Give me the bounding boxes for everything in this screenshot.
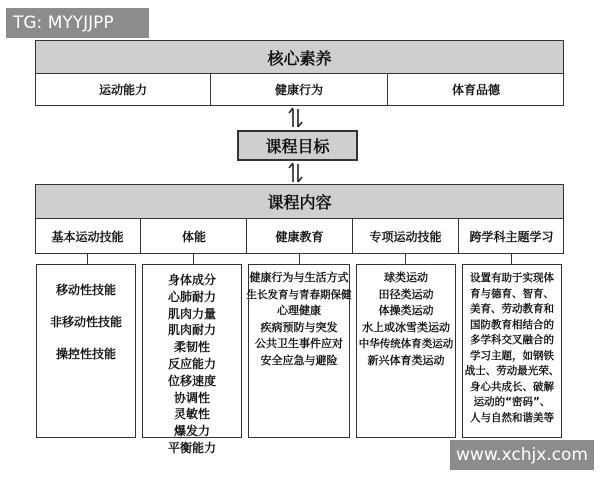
list-item: 爆发力 — [173, 424, 210, 439]
core-item-sport-morality — [388, 73, 564, 106]
list-item: 中华传统体育类运动 — [358, 338, 454, 350]
list-item: 健康行为与生活方式 — [249, 271, 349, 284]
course-content-title: 课程内容 — [267, 193, 332, 212]
core-literacy-title: 核心素养 — [267, 48, 332, 68]
connector-line — [87, 254, 88, 264]
special-sports-skills-list — [356, 264, 456, 438]
connector-line — [405, 254, 406, 264]
list-item: 国防教育相结合的 — [470, 318, 554, 331]
list-item: 球类运动 — [384, 271, 428, 284]
category-label: 跨学科主题学习 — [469, 229, 554, 244]
health-education-list — [248, 264, 350, 438]
core-item-label: 运动能力 — [98, 83, 147, 97]
list-item: 运动的“密码”、 — [473, 396, 551, 408]
category-label: 基本运动技能 — [51, 229, 124, 244]
list-item: 身体成分 — [167, 273, 216, 287]
core-item-motor-ability — [35, 73, 211, 106]
category-label: 健康教育 — [275, 229, 324, 244]
category-label: 专项运动技能 — [369, 229, 442, 244]
list-item: 肌肉力量 — [167, 306, 216, 321]
list-item: 平衡能力 — [167, 440, 216, 455]
list-item: 心理健康 — [277, 304, 321, 317]
list-item: 柔韧性 — [173, 340, 210, 355]
core-item-label: 健康行为 — [274, 83, 323, 97]
double-arrow-icon — [284, 161, 306, 185]
list-item: 设置有助于实现体 — [470, 272, 554, 284]
category-interdisciplinary-learning — [459, 218, 564, 254]
list-item: 非移动性技能 — [49, 315, 122, 329]
list-item: 新兴体育类运动 — [367, 353, 445, 367]
list-item: 位移速度 — [167, 373, 216, 388]
core-literacy-header — [35, 40, 564, 74]
list-item: 美育、劳动教育和 — [470, 303, 554, 315]
list-item: 肌肉耐力 — [167, 323, 216, 338]
list-item: 多学科交叉融合的 — [470, 334, 554, 346]
list-item: 反应能力 — [167, 356, 216, 371]
course-content-header — [35, 184, 564, 219]
list-item: 操控性技能 — [55, 347, 116, 361]
list-item: 育与德育、智育、 — [470, 287, 554, 300]
course-goal-box — [237, 130, 358, 161]
connector-line — [193, 254, 194, 264]
basic-motor-skills-list — [36, 264, 136, 438]
list-item: 移动性技能 — [55, 283, 116, 297]
connector-line — [299, 254, 300, 264]
list-item: 水上或冰雪类运动 — [362, 320, 450, 334]
telegram-watermark — [6, 8, 149, 38]
list-item: 心肺耐力 — [167, 289, 216, 304]
fitness-list — [142, 264, 242, 455]
connector-line — [511, 254, 512, 264]
list-item: 人与自然和谐美等 — [470, 411, 554, 424]
list-item: 学习主题，如钢铁 — [470, 349, 554, 362]
website-watermark — [450, 440, 594, 470]
category-label: 体能 — [181, 229, 206, 244]
watermark-text: www.xchjx.com — [456, 445, 588, 465]
list-item: 生长发育与青春期保健 — [246, 288, 352, 301]
category-basic-motor-skills — [35, 218, 140, 254]
list-item: 灵敏性 — [173, 407, 210, 422]
core-item-label: 体育品德 — [451, 83, 500, 97]
double-arrow-icon — [284, 106, 306, 130]
list-item: 战士、劳动最光荣、 — [464, 365, 560, 377]
category-special-sports-skills — [353, 218, 458, 254]
interdisciplinary-learning-list — [462, 264, 562, 438]
list-item: 公共卫生事件应对 — [255, 337, 343, 350]
list-item: 体操类运动 — [378, 304, 434, 317]
list-item: 安全应急与避险 — [260, 353, 338, 367]
category-fitness — [141, 218, 247, 254]
list-item: 身心共成长、破解 — [470, 380, 554, 393]
course-goal-title: 课程目标 — [265, 137, 330, 156]
category-health-education — [247, 218, 352, 254]
watermark-text: TG: MYYJJPP — [13, 13, 114, 33]
list-item: 田径类运动 — [378, 287, 434, 301]
core-item-health-behavior — [211, 73, 387, 106]
list-item: 疾病预防与突发 — [260, 320, 338, 334]
list-item: 协调性 — [173, 390, 210, 405]
